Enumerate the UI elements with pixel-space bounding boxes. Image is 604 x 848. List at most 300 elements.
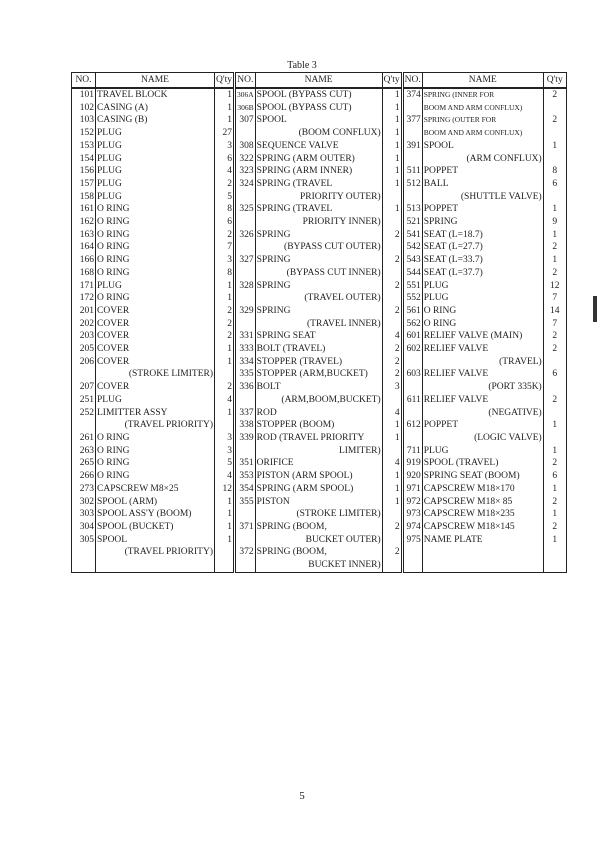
table-row — [72, 140, 567, 153]
parts-table-body — [72, 88, 567, 572]
part-number-cell: 206 — [72, 356, 96, 369]
part-qty-cell: 1 — [215, 88, 235, 102]
part-number-cell: 152 — [72, 127, 96, 140]
part-name-cell: BUCKET INNER) — [255, 559, 382, 572]
part-name-cell: O RING — [96, 292, 215, 305]
part-qty-cell — [215, 368, 235, 381]
part-number-cell — [234, 534, 255, 547]
part-number-cell — [402, 127, 422, 140]
part-number-cell: 975 — [402, 534, 422, 547]
part-qty-cell: 2 — [215, 305, 235, 318]
part-name-cell: (TRAVEL) — [422, 356, 543, 369]
part-number-cell — [234, 241, 255, 254]
part-number-cell: 251 — [72, 394, 96, 407]
part-number-cell: 324 — [234, 178, 255, 191]
part-name-cell: SPOOL — [255, 114, 382, 127]
part-name-cell: SEAT (L=27.7) — [422, 241, 543, 254]
part-qty-cell — [543, 432, 566, 445]
part-number-cell: 338 — [234, 419, 255, 432]
part-name-cell: O RING — [96, 445, 215, 458]
part-qty-cell: 2 — [215, 318, 235, 331]
part-name-cell: SEAT (L=37.7) — [422, 267, 543, 280]
part-number-cell: 164 — [72, 241, 96, 254]
table-row — [72, 267, 567, 280]
table-row — [72, 559, 567, 572]
part-qty-cell: 2 — [543, 496, 566, 509]
part-number-cell: 101 — [72, 88, 96, 102]
table-row — [72, 432, 567, 445]
table-header-row — [72, 73, 567, 89]
table-row — [72, 470, 567, 483]
part-name-cell: PLUG — [96, 191, 215, 204]
part-qty-cell: 1 — [382, 432, 402, 445]
part-qty-cell: 8 — [215, 267, 235, 280]
part-number-cell: 333 — [234, 343, 255, 356]
part-name-cell: SPRING (OUTER FOR — [422, 114, 543, 127]
part-name-cell: PLUG — [96, 127, 215, 140]
part-number-cell: 543 — [402, 254, 422, 267]
part-qty-cell: 12 — [215, 483, 235, 496]
part-name-cell: PLUG — [422, 445, 543, 458]
header-no-3: NO. — [402, 73, 422, 89]
part-number-cell: 166 — [72, 254, 96, 267]
part-number-cell: 303 — [72, 508, 96, 521]
table-row — [72, 381, 567, 394]
part-number-cell — [72, 368, 96, 381]
part-name-cell: CAPSCREW M18× 85 — [422, 496, 543, 509]
part-name-cell: SPRING — [255, 305, 382, 318]
part-name-cell: SPRING (ARM SPOOL) — [255, 483, 382, 496]
part-name-cell: SPOOL ASS'Y (BOOM) — [96, 508, 215, 521]
part-number-cell: 377 — [402, 114, 422, 127]
part-qty-cell: 1 — [382, 470, 402, 483]
part-name-cell: ROD — [255, 407, 382, 420]
part-number-cell — [402, 546, 422, 559]
part-number-cell — [402, 559, 422, 572]
table-row — [72, 483, 567, 496]
part-name-cell: SPRING — [255, 229, 382, 242]
part-qty-cell: 1 — [382, 419, 402, 432]
part-name-cell: PISTON (ARM SPOOL) — [255, 470, 382, 483]
part-qty-cell: 2 — [543, 457, 566, 470]
part-number-cell: 711 — [402, 445, 422, 458]
part-name-cell: RELIEF VALVE — [422, 394, 543, 407]
part-qty-cell: 6 — [215, 216, 235, 229]
part-number-cell: 156 — [72, 165, 96, 178]
part-name-cell: LIMITTER ASSY — [96, 407, 215, 420]
part-number-cell: 327 — [234, 254, 255, 267]
part-number-cell — [402, 102, 422, 115]
part-name-cell: SPOOL (BYPASS CUT) — [255, 102, 382, 115]
part-name-cell: O RING — [96, 457, 215, 470]
part-qty-cell: 2 — [543, 114, 566, 127]
part-number-cell: 307 — [234, 114, 255, 127]
part-number-cell: 973 — [402, 508, 422, 521]
part-name-cell: (NEGATIVE) — [422, 407, 543, 420]
part-name-cell: CASING (B) — [96, 114, 215, 127]
part-qty-cell: 7 — [543, 292, 566, 305]
part-number-cell — [234, 267, 255, 280]
part-qty-cell: 1 — [543, 254, 566, 267]
part-number-cell: 304 — [72, 521, 96, 534]
part-name-cell: LIMITER) — [255, 445, 382, 458]
part-number-cell: 337 — [234, 407, 255, 420]
part-name-cell: (ARM CONFLUX) — [422, 153, 543, 166]
table-row — [72, 280, 567, 293]
part-name-cell: (TRAVEL PRIORITY) — [96, 546, 215, 559]
part-name-cell: SPRING SEAT — [255, 330, 382, 343]
part-number-cell: 326 — [234, 229, 255, 242]
part-number-cell: 203 — [72, 330, 96, 343]
part-number-cell: 603 — [402, 368, 422, 381]
parts-table — [71, 72, 567, 573]
part-number-cell: 371 — [234, 521, 255, 534]
part-qty-cell: 1 — [543, 508, 566, 521]
table-row — [72, 368, 567, 381]
part-name-cell: PLUG — [96, 394, 215, 407]
part-name-cell: BOLT — [255, 381, 382, 394]
part-qty-cell — [382, 445, 402, 458]
part-name-cell: O RING — [96, 203, 215, 216]
table-row — [72, 546, 567, 559]
part-number-cell: 168 — [72, 267, 96, 280]
part-qty-cell — [382, 292, 402, 305]
part-qty-cell: 2 — [543, 343, 566, 356]
header-name-3: NAME — [422, 73, 543, 89]
part-qty-cell: 1 — [382, 178, 402, 191]
part-number-cell: 153 — [72, 140, 96, 153]
part-qty-cell: 2 — [215, 178, 235, 191]
part-number-cell: 919 — [402, 457, 422, 470]
part-name-cell: SPRING — [255, 254, 382, 267]
part-number-cell: 202 — [72, 318, 96, 331]
part-name-cell: SEAT (L=18.7) — [422, 229, 543, 242]
part-number-cell: 336 — [234, 381, 255, 394]
part-number-cell — [234, 191, 255, 204]
part-number-cell: 306B — [234, 102, 255, 115]
part-name-cell: SEQUENCE VALVE — [255, 140, 382, 153]
part-name-cell: SPOOL (ARM) — [96, 496, 215, 509]
part-qty-cell: 1 — [382, 153, 402, 166]
part-name-cell: STOPPER (ARM,BUCKET) — [255, 368, 382, 381]
table-row — [72, 114, 567, 127]
part-number-cell: 252 — [72, 407, 96, 420]
header-qty-1: Q'ty — [215, 73, 235, 89]
part-qty-cell: 14 — [543, 305, 566, 318]
part-qty-cell — [382, 191, 402, 204]
part-name-cell: PRIORITY INNER) — [255, 216, 382, 229]
part-name-cell: SPRING (ARM OUTER) — [255, 153, 382, 166]
header-qty-2: Q'ty — [382, 73, 402, 89]
part-qty-cell: 2 — [382, 368, 402, 381]
part-number-cell — [402, 153, 422, 166]
part-qty-cell: 3 — [215, 445, 235, 458]
part-name-cell: BUCKET OUTER) — [255, 534, 382, 547]
part-qty-cell: 5 — [215, 191, 235, 204]
part-name-cell: PISTON — [255, 496, 382, 509]
part-qty-cell — [543, 102, 566, 115]
part-qty-cell: 6 — [543, 368, 566, 381]
part-qty-cell — [382, 267, 402, 280]
part-number-cell: 306A — [234, 88, 255, 102]
part-name-cell: (TRAVEL PRIORITY) — [96, 419, 215, 432]
part-name-cell: SPRING (INNER FOR — [422, 88, 543, 102]
table-row — [72, 534, 567, 547]
part-qty-cell — [215, 419, 235, 432]
part-qty-cell: 6 — [543, 178, 566, 191]
part-name-cell: PRIORITY OUTER) — [255, 191, 382, 204]
table-row — [72, 292, 567, 305]
part-qty-cell — [543, 559, 566, 572]
part-qty-cell: 2 — [543, 521, 566, 534]
part-name-cell: CAPSCREW M18×145 — [422, 521, 543, 534]
part-qty-cell — [382, 216, 402, 229]
part-name-cell: RELIEF VALVE — [422, 343, 543, 356]
part-number-cell — [234, 508, 255, 521]
part-qty-cell: 1 — [215, 280, 235, 293]
part-number-cell: 974 — [402, 521, 422, 534]
part-qty-cell: 2 — [215, 229, 235, 242]
part-number-cell: 602 — [402, 343, 422, 356]
part-qty-cell: 1 — [382, 140, 402, 153]
part-name-cell: PLUG — [422, 280, 543, 293]
table-row — [72, 254, 567, 267]
part-qty-cell: 1 — [382, 165, 402, 178]
part-name-cell: O RING — [96, 241, 215, 254]
part-number-cell — [402, 381, 422, 394]
part-qty-cell: 5 — [215, 457, 235, 470]
part-name-cell: (STROKE LIMITER) — [96, 368, 215, 381]
part-name-cell — [422, 546, 543, 559]
part-name-cell: COVER — [96, 356, 215, 369]
part-number-cell — [72, 546, 96, 559]
part-number-cell: 158 — [72, 191, 96, 204]
table-title: Table 3 — [287, 60, 317, 71]
part-qty-cell: 1 — [215, 114, 235, 127]
table-row — [72, 153, 567, 166]
part-number-cell: 201 — [72, 305, 96, 318]
part-name-cell: SPOOL (BYPASS CUT) — [255, 88, 382, 102]
part-qty-cell: 3 — [382, 381, 402, 394]
table-row — [72, 457, 567, 470]
part-qty-cell: 2 — [543, 330, 566, 343]
part-number-cell: 541 — [402, 229, 422, 242]
part-name-cell: O RING — [422, 318, 543, 331]
header-name-1: NAME — [96, 73, 215, 89]
part-qty-cell: 2 — [382, 521, 402, 534]
part-number-cell — [402, 356, 422, 369]
part-number-cell: 161 — [72, 203, 96, 216]
part-qty-cell — [382, 318, 402, 331]
part-name-cell: SPOOL (BUCKET) — [96, 521, 215, 534]
part-name-cell: (BYPASS CUT OUTER) — [255, 241, 382, 254]
part-qty-cell: 1 — [215, 534, 235, 547]
part-name-cell: PLUG — [96, 153, 215, 166]
part-qty-cell — [215, 546, 235, 559]
part-number-cell: 551 — [402, 280, 422, 293]
part-qty-cell: 7 — [543, 318, 566, 331]
table-row — [72, 521, 567, 534]
part-name-cell: O RING — [96, 229, 215, 242]
part-number-cell: 335 — [234, 368, 255, 381]
part-number-cell: 513 — [402, 203, 422, 216]
part-number-cell: 391 — [402, 140, 422, 153]
part-number-cell: 552 — [402, 292, 422, 305]
part-number-cell: 334 — [234, 356, 255, 369]
part-qty-cell: 2 — [382, 254, 402, 267]
header-no-1: NO. — [72, 73, 96, 89]
part-number-cell: 374 — [402, 88, 422, 102]
part-qty-cell: 8 — [543, 165, 566, 178]
part-name-cell: TRAVEL BLOCK — [96, 88, 215, 102]
part-qty-cell: 9 — [543, 216, 566, 229]
table-row — [72, 127, 567, 140]
part-name-cell: STOPPER (TRAVEL) — [255, 356, 382, 369]
part-number-cell: 544 — [402, 267, 422, 280]
part-number-cell: 261 — [72, 432, 96, 445]
part-qty-cell: 3 — [215, 140, 235, 153]
part-qty-cell: 1 — [543, 445, 566, 458]
part-number-cell: 512 — [402, 178, 422, 191]
part-name-cell: ROD (TRAVEL PRIORITY — [255, 432, 382, 445]
part-name-cell: POPPET — [422, 203, 543, 216]
part-name-cell: SPOOL — [422, 140, 543, 153]
part-number-cell: 171 — [72, 280, 96, 293]
part-qty-cell — [543, 356, 566, 369]
table-row — [72, 165, 567, 178]
part-name-cell: (SHUTTLE VALVE) — [422, 191, 543, 204]
part-number-cell: 207 — [72, 381, 96, 394]
part-number-cell: 353 — [234, 470, 255, 483]
part-qty-cell: 12 — [543, 280, 566, 293]
part-name-cell: SPRING (TRAVEL — [255, 203, 382, 216]
part-number-cell: 172 — [72, 292, 96, 305]
part-name-cell: (TRAVEL INNER) — [255, 318, 382, 331]
table-row — [72, 318, 567, 331]
table-row — [72, 407, 567, 420]
part-number-cell — [234, 394, 255, 407]
scan-edge-mark — [593, 296, 597, 322]
part-name-cell: CAPSCREW M18×170 — [422, 483, 543, 496]
part-number-cell — [234, 292, 255, 305]
part-number-cell — [234, 127, 255, 140]
part-number-cell — [234, 559, 255, 572]
part-name-cell: O RING — [96, 216, 215, 229]
part-name-cell: CAPSCREW M18×235 — [422, 508, 543, 521]
part-name-cell: (ARM,BOOM,BUCKET) — [255, 394, 382, 407]
part-name-cell: COVER — [96, 381, 215, 394]
part-qty-cell: 1 — [215, 496, 235, 509]
part-qty-cell: 1 — [215, 343, 235, 356]
part-name-cell: O RING — [96, 470, 215, 483]
part-qty-cell: 3 — [215, 432, 235, 445]
part-number-cell: 331 — [234, 330, 255, 343]
table-row — [72, 330, 567, 343]
part-number-cell: 562 — [402, 318, 422, 331]
part-qty-cell: 2 — [382, 343, 402, 356]
part-number-cell: 601 — [402, 330, 422, 343]
part-name-cell: CAPSCREW M8×25 — [96, 483, 215, 496]
table-row — [72, 88, 567, 102]
part-qty-cell: 1 — [382, 496, 402, 509]
table-row — [72, 394, 567, 407]
header-no-2: NO. — [234, 73, 255, 89]
table-row — [72, 356, 567, 369]
part-qty-cell: 4 — [382, 457, 402, 470]
table-row — [72, 508, 567, 521]
part-number-cell: 521 — [402, 216, 422, 229]
part-name-cell: O RING — [96, 432, 215, 445]
part-number-cell: 103 — [72, 114, 96, 127]
part-name-cell: (TRAVEL OUTER) — [255, 292, 382, 305]
part-name-cell: STOPPER (BOOM) — [255, 419, 382, 432]
part-name-cell: (BOOM CONFLUX) — [255, 127, 382, 140]
part-qty-cell — [543, 546, 566, 559]
part-name-cell — [422, 559, 543, 572]
part-number-cell: 102 — [72, 102, 96, 115]
part-qty-cell — [382, 559, 402, 572]
part-name-cell: O RING — [96, 267, 215, 280]
table-row — [72, 178, 567, 191]
part-qty-cell: 6 — [215, 153, 235, 166]
part-qty-cell — [543, 191, 566, 204]
part-number-cell: 511 — [402, 165, 422, 178]
part-number-cell: 611 — [402, 394, 422, 407]
table-row — [72, 203, 567, 216]
part-qty-cell: 1 — [382, 127, 402, 140]
part-name-cell: PLUG — [96, 178, 215, 191]
part-qty-cell — [543, 127, 566, 140]
part-number-cell: 354 — [234, 483, 255, 496]
part-number-cell — [234, 216, 255, 229]
part-qty-cell: 6 — [543, 470, 566, 483]
part-name-cell: (BYPASS CUT INNER) — [255, 267, 382, 280]
part-number-cell — [402, 407, 422, 420]
part-qty-cell: 2 — [382, 356, 402, 369]
part-number-cell: 328 — [234, 280, 255, 293]
part-name-cell: CASING (A) — [96, 102, 215, 115]
part-qty-cell: 1 — [215, 508, 235, 521]
part-qty-cell — [382, 534, 402, 547]
part-name-cell: SPRING (ARM INNER) — [255, 165, 382, 178]
part-name-cell: COVER — [96, 343, 215, 356]
part-name-cell: COVER — [96, 330, 215, 343]
part-qty-cell — [215, 559, 235, 572]
part-number-cell: 273 — [72, 483, 96, 496]
part-name-cell: ORIFICE — [255, 457, 382, 470]
table-row — [72, 419, 567, 432]
part-qty-cell: 1 — [543, 203, 566, 216]
table-row — [72, 102, 567, 115]
part-qty-cell: 1 — [215, 407, 235, 420]
part-number-cell: 561 — [402, 305, 422, 318]
part-qty-cell: 1 — [543, 419, 566, 432]
part-number-cell: 323 — [234, 165, 255, 178]
part-qty-cell: 1 — [215, 292, 235, 305]
part-number-cell: 162 — [72, 216, 96, 229]
part-name-cell: (STROKE LIMITER) — [255, 508, 382, 521]
part-number-cell: 205 — [72, 343, 96, 356]
header-qty-3: Q'ty — [543, 73, 566, 89]
part-name-cell: PLUG — [96, 140, 215, 153]
part-name-cell: SPRING (BOOM, — [255, 546, 382, 559]
part-name-cell: BALL — [422, 178, 543, 191]
part-name-cell: POPPET — [422, 419, 543, 432]
table-row — [72, 496, 567, 509]
part-qty-cell: 4 — [382, 330, 402, 343]
part-name-cell: (PORT 335K) — [422, 381, 543, 394]
part-qty-cell: 2 — [382, 546, 402, 559]
